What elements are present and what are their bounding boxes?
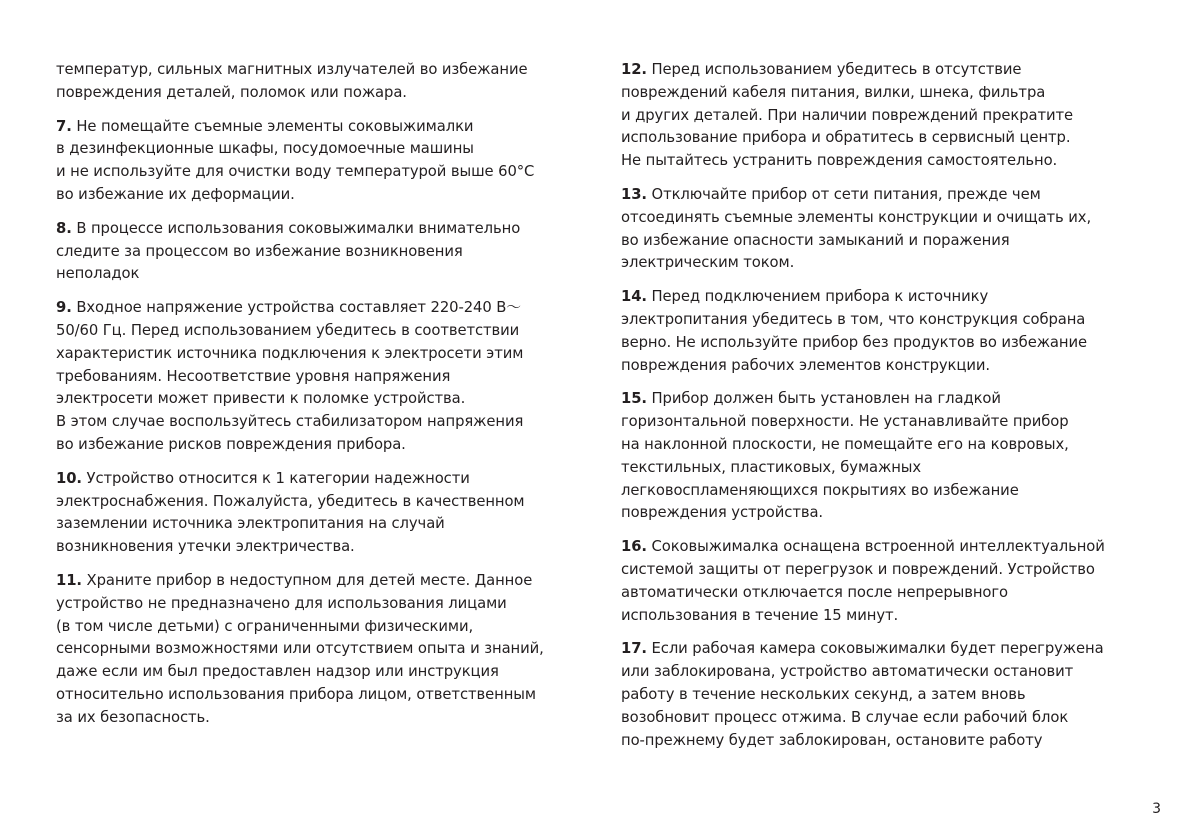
paragraph-line: верно. Не используйте прибор без продуктов во избежание	[621, 333, 1087, 351]
paragraph-line: (в том числе детьми) с ограниченными физическими,	[56, 617, 474, 635]
item-number: 14.	[621, 288, 647, 306]
item-number: 13.	[621, 185, 647, 203]
instruction-item-13	[621, 184, 1161, 275]
item-number: 17.	[621, 640, 647, 658]
paragraph-line: повреждения рабочих элементов конструкции.	[621, 356, 990, 374]
paragraph-line: даже если им был предоставлен надзор или инструкция	[56, 663, 499, 681]
paragraph-line: сенсорными возможностями или отсутствием опыта и знаний,	[56, 640, 544, 658]
paragraph-line: во избежание опасности замыканий и поражения	[621, 231, 1010, 249]
paragraph-line: электросети может привести к поломке устройства.	[56, 390, 466, 408]
paragraph-line: и не используйте для очистки воду температурой выше 60°С	[56, 163, 535, 181]
item-number: 8.	[56, 219, 72, 237]
paragraph-line: во избежание их деформации.	[56, 185, 295, 203]
left-column	[56, 59, 586, 741]
paragraph-line: 50/60 Гц. Перед использованием убедитесь в соответствии	[56, 321, 520, 339]
item-number: 16.	[621, 538, 647, 556]
paragraph-line: Перед подключением прибора к источнику	[651, 288, 989, 306]
paragraph-line: Прибор должен быть установлен на гладкой	[651, 390, 1001, 408]
paragraph-line: Отключайте прибор от сети питания, прежде чем	[651, 185, 1041, 203]
paragraph-line: Устройство относится к 1 категории надежности	[86, 469, 470, 487]
paragraph-line: относительно использования прибора лицом, ответственным	[56, 685, 536, 703]
instruction-item-8	[56, 218, 586, 286]
instruction-item-11	[56, 570, 586, 730]
paragraph-line: в дезинфекционные шкафы, посудомоечные машины	[56, 140, 474, 158]
right-column	[621, 59, 1161, 763]
page-number: 3	[1152, 801, 1161, 817]
paragraph-line: горизонтальной поверхности. Не устанавливайте прибор	[621, 413, 1069, 431]
paragraph-line: электрическим током.	[621, 254, 795, 272]
paragraph-line: следите за процессом во избежание возникновения	[56, 242, 463, 260]
item-number: 12.	[621, 61, 647, 78]
paragraph-line: или заблокирована, устройство автоматически остановит	[621, 663, 1074, 681]
paragraph-line: Перед использованием убедитесь в отсутствие	[651, 61, 1022, 78]
paragraph-line: Соковыжималка оснащена встроенной интеллектуальной	[651, 538, 1105, 556]
paragraph-line: использования в течение 15 минут.	[621, 606, 899, 624]
paragraph-line: автоматически отключается после непрерывного	[621, 583, 1008, 601]
instruction-item-9	[56, 297, 586, 457]
paragraph-line: характеристик источника подключения к электросети этим	[56, 344, 524, 362]
paragraph-line: возобновит процесс отжима. В случае если рабочий блок	[621, 708, 1069, 726]
paragraph-line: и других деталей. При наличии повреждений прекратите	[621, 106, 1074, 124]
instruction-item-7	[56, 116, 586, 207]
paragraph-line: Если рабочая камера соковыжималки будет перегружена	[651, 640, 1104, 658]
paragraph-line: требованиям. Несоответствие уровня напряжения	[56, 367, 451, 385]
paragraph-line: неполадок	[56, 265, 140, 283]
item-number: 11.	[56, 571, 82, 589]
paragraph-line: температур, сильных магнитных излучателей во избежание	[56, 61, 528, 78]
paragraph-line: использование прибора и обратитесь в сервисный центр.	[621, 129, 1071, 147]
paragraph-line: повреждения устройства.	[621, 504, 824, 522]
instruction-item-16	[621, 536, 1161, 627]
paragraph-line: Не пытайтесь устранить повреждения самостоятельно.	[621, 152, 1058, 170]
paragraph-line: по-прежнему будет заблокирован, остановите работу	[621, 731, 1043, 749]
paragraph-line: повреждения деталей, поломок или пожара.	[56, 83, 407, 101]
instruction-item-10	[56, 468, 586, 559]
paragraph-line: Не помещайте съемные элементы соковыжималки	[76, 117, 474, 135]
paragraph-line: за их безопасность.	[56, 708, 210, 726]
instruction-item-15	[621, 388, 1161, 525]
paragraph-line: устройство не предназначено для использования лицами	[56, 594, 507, 612]
item-number: 7.	[56, 117, 72, 135]
paragraph-line: повреждений кабеля питания, вилки, шнека, фильтра	[621, 83, 1046, 101]
paragraph-line: во избежание рисков повреждения прибора.	[56, 435, 406, 453]
paragraph-line: возникновения утечки электричества.	[56, 538, 355, 556]
paragraph-line: отсоединять съемные элементы конструкции и очищать их,	[621, 208, 1092, 226]
instruction-item-17	[621, 638, 1161, 752]
instruction-item-12	[621, 59, 1161, 173]
paragraph-line: Входное напряжение устройства составляет 220-240 В～	[76, 299, 522, 317]
paragraph-line: системой защиты от перегрузок и повреждений. Устройство	[621, 560, 1095, 578]
paragraph-line: заземлении источника электропитания на случай	[56, 515, 445, 533]
item-number: 10.	[56, 469, 82, 487]
paragraph-line: текстильных, пластиковых, бумажных	[621, 458, 922, 476]
item-number: 15.	[621, 390, 647, 408]
item-number: 9.	[56, 299, 72, 317]
paragraph-line: легковоспламеняющихся покрытиях во избежание	[621, 481, 1019, 499]
paragraph-line: электроснабжения. Пожалуйста, убедитесь в качественном	[56, 492, 525, 510]
paragraph-line: электропитания убедитесь в том, что конструкция собрана	[621, 310, 1086, 328]
paragraph-line: Храните прибор в недоступном для детей месте. Данное	[86, 571, 533, 589]
continuation-paragraph	[56, 59, 586, 105]
instruction-item-14	[621, 286, 1161, 377]
paragraph-line: работу в течение нескольких секунд, а затем вновь	[621, 685, 1026, 703]
paragraph-line: В процессе использования соковыжималки внимательно	[76, 219, 521, 237]
paragraph-line: В этом случае воспользуйтесь стабилизатором напряжения	[56, 413, 524, 431]
paragraph-line: на наклонной плоскости, не помещайте его на ковровых,	[621, 435, 1069, 453]
